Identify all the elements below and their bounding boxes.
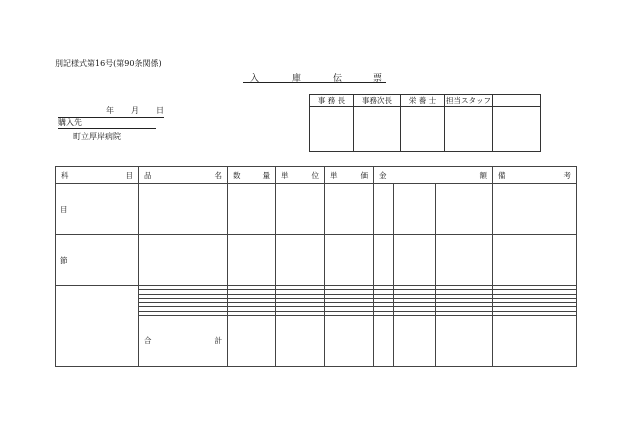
total-remarks-cell[interactable]	[493, 315, 577, 366]
header-unit-price: 単 価	[325, 167, 374, 184]
approval-box	[309, 94, 541, 152]
approval-stamp-row	[310, 107, 541, 152]
item-cell[interactable]	[139, 184, 228, 235]
unit-cell[interactable]	[276, 235, 325, 286]
total-unit-price-cell[interactable]	[325, 315, 374, 366]
total-quantity-cell[interactable]	[228, 315, 276, 366]
subject-moku-cell: 目	[56, 184, 139, 235]
remarks-cell[interactable]	[493, 184, 577, 235]
subject-setsu-cell: 節	[56, 235, 139, 286]
title-char: 伝	[333, 74, 343, 84]
stamp-cell[interactable]	[354, 107, 401, 152]
total-amount-cell[interactable]	[374, 315, 394, 366]
table-row	[56, 184, 577, 235]
form-reference: 別記様式第16号(第90条関係)	[55, 59, 162, 68]
amount-cell[interactable]	[394, 184, 436, 235]
total-amount-cell[interactable]	[394, 315, 436, 366]
amount-cell[interactable]	[374, 235, 394, 286]
item-cell[interactable]	[139, 235, 228, 286]
quantity-cell[interactable]	[228, 184, 276, 235]
approval-header-row	[310, 95, 541, 107]
purchase-from-label: 購入先	[58, 118, 82, 127]
subject-merged-cell[interactable]	[56, 286, 139, 367]
stamp-cell[interactable]	[445, 107, 493, 152]
header-quantity: 数 量	[228, 167, 276, 184]
remarks-cell[interactable]	[493, 235, 577, 286]
title-char: 票	[373, 74, 383, 84]
approval-header: 事務次長	[354, 95, 401, 107]
header-item-name: 品 名	[139, 167, 228, 184]
table-row	[56, 235, 577, 286]
stamp-cell[interactable]	[493, 107, 541, 152]
title-char: 庫	[292, 74, 302, 84]
header-unit: 単 位	[276, 167, 325, 184]
date-year-label: 年	[106, 106, 114, 115]
total-unit-cell[interactable]	[276, 315, 325, 366]
amount-cell[interactable]	[436, 235, 493, 286]
amount-cell[interactable]	[374, 184, 394, 235]
date-month-label: 月	[131, 106, 139, 115]
title-char: 入	[250, 74, 260, 84]
purchase-from-underline	[58, 128, 156, 129]
header-amount: 金 額	[374, 167, 493, 184]
unit-price-cell[interactable]	[325, 184, 374, 235]
total-amount-cell[interactable]	[436, 315, 493, 366]
header-subject: 科 目	[56, 167, 139, 184]
approval-header: 事 務 長	[310, 95, 354, 107]
date-day-label: 日	[156, 106, 164, 115]
approval-header: 栄 養 士	[401, 95, 445, 107]
quantity-cell[interactable]	[228, 235, 276, 286]
amount-cell[interactable]	[394, 235, 436, 286]
header-remarks: 備 考	[493, 167, 577, 184]
approval-header: 担当スタッフ	[446, 96, 491, 105]
items-table	[55, 166, 577, 367]
amount-cell[interactable]	[436, 184, 493, 235]
unit-price-cell[interactable]	[325, 235, 374, 286]
hospital-name: 町立厚岸病院	[73, 132, 121, 141]
total-label-cell: 合 計	[139, 315, 228, 366]
stamp-cell[interactable]	[401, 107, 445, 152]
title-underline	[243, 82, 386, 83]
stamp-cell[interactable]	[310, 107, 354, 152]
table-header-row	[56, 167, 577, 184]
unit-cell[interactable]	[276, 184, 325, 235]
approval-header	[493, 95, 541, 107]
